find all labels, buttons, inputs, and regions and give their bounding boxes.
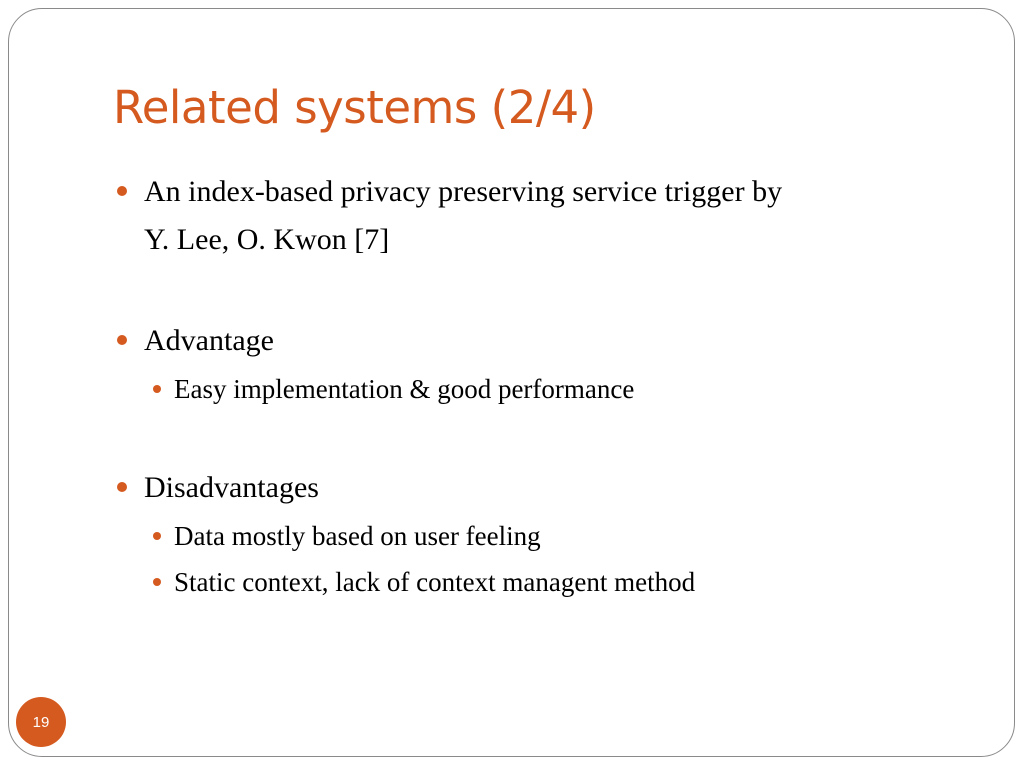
bullet-text: Advantage [144,324,274,357]
bullet-index-based-trigger-continued [144,219,389,261]
sub-bullet-disadvantage-1 [174,518,541,554]
page-number-badge [16,697,66,747]
bullet-dot-icon [117,482,127,492]
sub-bullet-text: Data mostly based on user feeling [174,521,541,551]
bullet-dot-icon [117,186,127,196]
bullet-dot-icon [117,335,127,345]
bullet-text: Disadvantages [144,471,319,504]
sub-bullet-dot-icon [153,532,161,540]
sub-bullet-advantage-1 [174,371,634,407]
bullet-disadvantages [144,467,319,509]
sub-bullet-text: Static context, lack of context managent method [174,567,696,597]
sub-bullet-dot-icon [153,385,161,393]
sub-bullet-dot-icon [153,578,161,586]
slide-title: Related systems (2/4) [113,81,596,134]
sub-bullet-disadvantage-2 [174,564,695,600]
bullet-index-based-trigger [144,171,782,213]
bullet-text-line: Y. Lee, O. Kwon [7] [144,223,390,256]
page-number: 19 [32,713,50,731]
sub-bullet-text: Easy implementation & good performance [174,374,635,404]
bullet-text-line: An index-based privacy preserving service trigger by [144,175,783,208]
bullet-advantage [144,320,274,362]
